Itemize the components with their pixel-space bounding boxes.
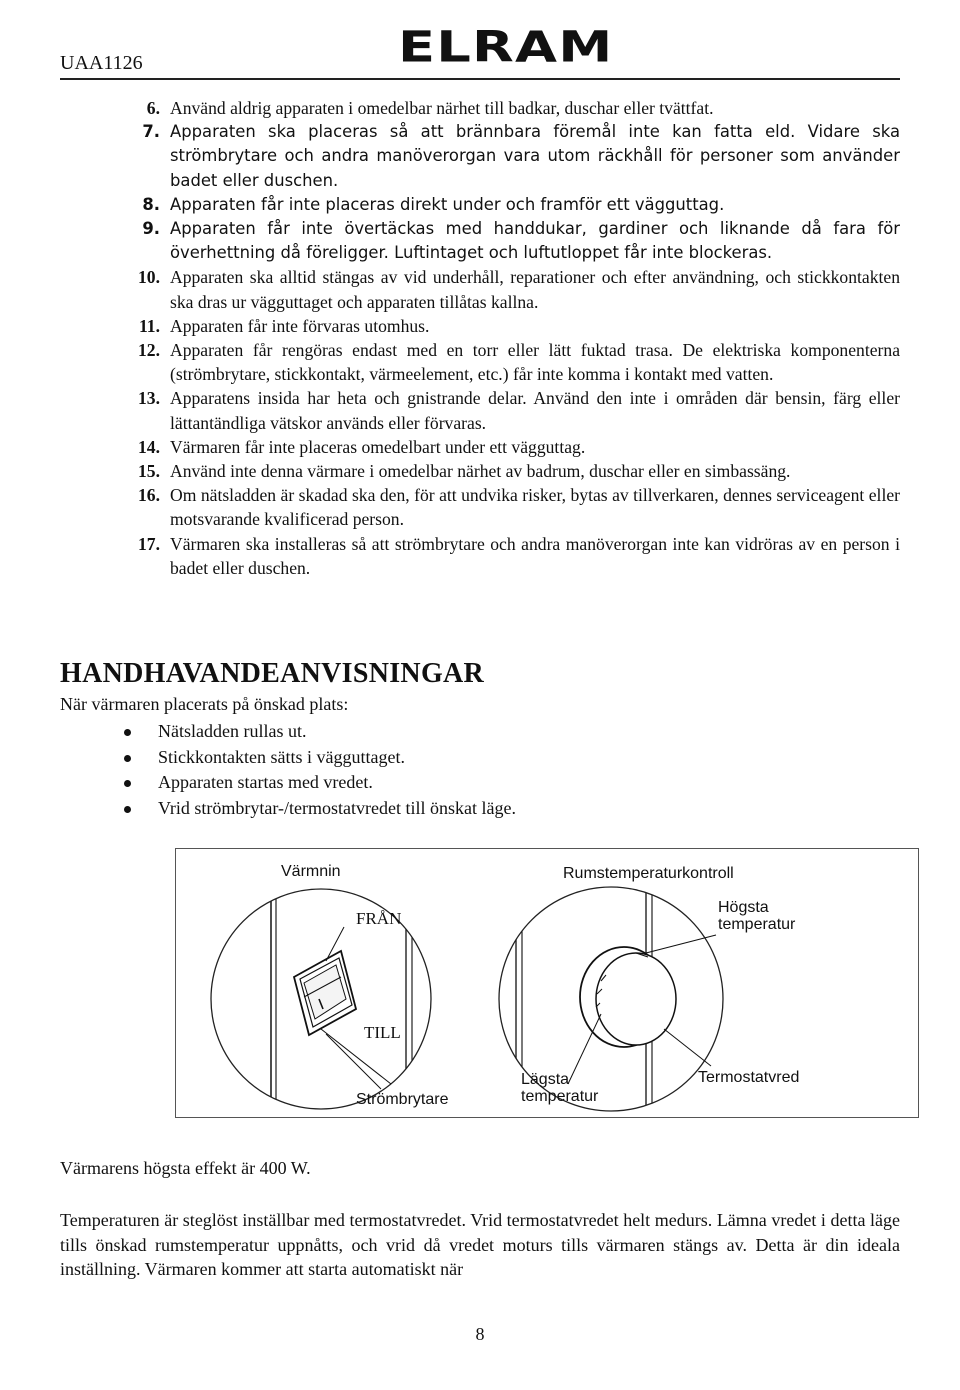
item-text: Apparaten får inte övertäckas med handdukar, gardiner och liknande då fara för överhettning då föreligger. Luftintaget och luftutloppet får inte blockeras. [170,219,900,263]
item-text: Apparaten ska placeras så att brännbara föremål inte kan fatta eld. Vidare ska strömbrytare och andra manöverorgan vara utom räckhåll för personer som använder badet eller duschen. [170,122,900,190]
item-text: Om nätsladden är skadad ska den, för att undvika risker, bytas av tillverkaren, dennes serviceagent eller motsvarande kvalificerad person. [170,485,900,530]
item-text: Använd inte denna värmare i omedelbar närhet av badrum, duschar eller en simbassäng. [170,461,791,482]
item-text: Värmaren ska installeras så att strömbrytare och andra manöverorgan inte kan vidröras av en person i badet eller duschen. [170,533,900,578]
item-text: Apparaten får inte förvaras utomhus. [170,315,430,336]
item-number: 15. [138,461,160,482]
list-item [120,532,900,580]
list-item [120,483,900,531]
list-item [120,120,900,193]
section-heading: HANDHAVANDEANVISNINGAR [60,658,485,689]
brand-logo: ELRAM [398,22,614,72]
item-number: 10. [138,267,160,288]
bullet-item: Vrid strömbrytar-/termostatvredet till önskat läge. [122,796,516,822]
item-text: Använd aldrig apparaten i omedelbar närhet till badkar, duschar eller tvättfat. [170,98,714,118]
thermostat-knob-icon [580,947,676,1047]
room-temp-label: Rumstemperaturkontroll [563,865,734,882]
document-id: UAA1126 [60,52,143,74]
bullet-item: Stickkontakten sätts i vägguttaget. [122,745,516,771]
section-intro: När värmaren placerats på önskad plats: [60,694,349,714]
item-text: Värmaren får inte placeras omedelbart under ett vägguttag. [170,436,586,457]
power-text: Värmarens högsta effekt är 400 W. [60,1158,311,1178]
list-item [120,386,900,434]
item-number: 8. [142,194,160,214]
item-number: 14. [138,436,160,457]
page-number: 8 [475,1324,485,1344]
on-label: TILL [364,1023,401,1042]
instruction-bullets [122,719,516,821]
controls-figure [175,848,919,1118]
item-number: 11. [138,315,160,336]
item-number: 7. [142,122,160,142]
thermostat-knob-label: Termostatvred [698,1069,800,1086]
item-number: 6. [146,98,160,118]
item-number: 13. [138,388,160,409]
list-item [120,435,900,459]
instruction-paragraph: Temperaturen är steglöst inställbar med termostatvredet. Vrid termostatvredet helt medurs. Lämna vredet i detta läge tills önskad rumstemperatur uppnåtts, och vrid då vredet moturs tills värmaren stängs av. Detta är din ideala inställning. Värmaren kommer att starta automatiskt när [60,1210,900,1279]
item-number: 12. [138,340,160,361]
header-rule [60,78,900,80]
bullet-item: Nätsladden rullas ut. [122,719,516,745]
heater-label: Värmnin [281,863,341,880]
safety-list [120,96,900,580]
list-item [120,338,900,386]
max-temp-label: Högsta temperatur [718,899,796,933]
switch-label: Strömbrytare [356,1091,449,1108]
list-item [120,96,900,120]
list-item [120,193,900,217]
item-text: Apparaten får inte placeras direkt under och framför ett vägguttag. [170,194,725,214]
list-item [120,314,900,338]
item-number: 17. [138,533,160,554]
bullet-item: Apparaten startas med vredet. [122,770,516,796]
item-text: Apparatens insida har heta och gnistrande delar. Använd den inte i områden där bensin, färg eller lättantändliga vätskor används eller förvaras. [170,388,900,433]
min-temp-label: Lägsta temperatur [521,1071,599,1105]
list-item [120,459,900,483]
item-text: Apparaten får rengöras endast med en torr eller lätt fuktad trasa. De elektriska komponenterna (strömbrytare, stickkontakt, värmeelement, etc.) får inte komma i kontakt med vatten. [170,340,900,385]
item-number: 9. [142,219,160,239]
list-item [120,217,900,265]
rocker-switch-icon [294,951,356,1035]
off-label: FRÅN [356,909,402,928]
item-text: Apparaten ska alltid stängas av vid underhåll, reparationer och efter användning, och stickkontakten ska dras ur vägguttaget och apparaten tillåtas kallna. [170,267,900,312]
item-number: 16. [138,485,160,506]
list-item [120,265,900,313]
page-header [60,22,900,80]
